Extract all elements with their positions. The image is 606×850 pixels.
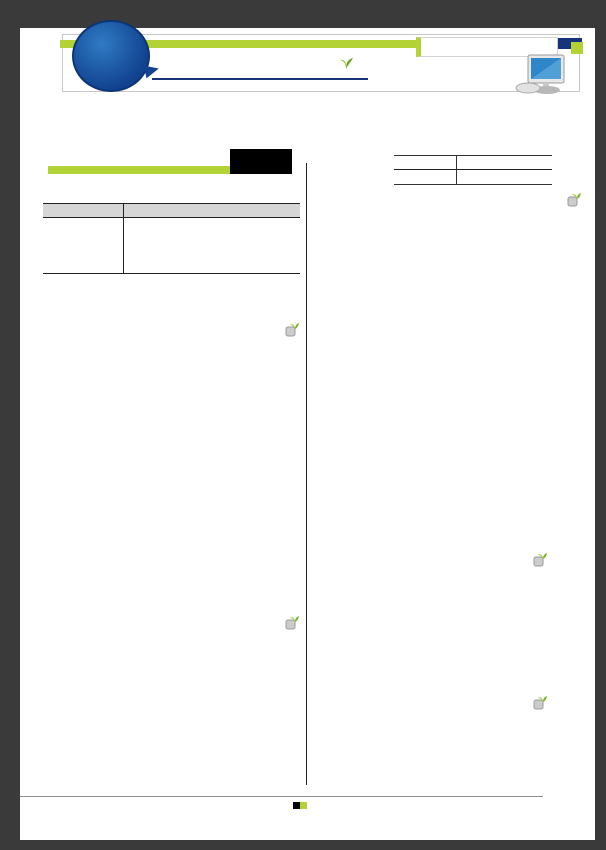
- footer-divider: [20, 796, 543, 797]
- problem-02: [48, 604, 300, 636]
- worksheet-page: [20, 28, 595, 840]
- stem-leaf-header: [43, 204, 300, 218]
- badge-grade: [74, 22, 148, 30]
- stem-leaf-table: [43, 203, 300, 274]
- column-divider: [306, 163, 307, 785]
- problem-03: [316, 150, 582, 213]
- footer-logo-square-green: [300, 802, 307, 809]
- frequency-table-total: [394, 170, 552, 184]
- problem-03-topic-tag: [338, 193, 582, 213]
- problem-05: [316, 688, 582, 716]
- mathmap-character-icon: [533, 696, 548, 716]
- step-chip: [230, 149, 292, 166]
- problem-04-topic-tag: [338, 553, 582, 573]
- table-divider: [456, 170, 457, 184]
- sprout-icon: [338, 55, 354, 74]
- level-heading: [152, 51, 368, 80]
- problem-01: [48, 191, 300, 343]
- mathmap-character-icon: [567, 193, 582, 213]
- frequency-table: [394, 155, 552, 185]
- stem-leaf-divider: [123, 203, 124, 273]
- step-header: [48, 149, 292, 175]
- training-badge: [72, 20, 150, 92]
- mathmap-character-icon: [285, 323, 300, 343]
- mathmap-character-icon: [533, 553, 548, 573]
- problem-02-topic-tag: [70, 616, 300, 636]
- footer-logo-square-black: [293, 802, 300, 809]
- step-green-bar: [48, 166, 230, 174]
- table-divider: [456, 156, 457, 169]
- problem-05-topic-tag: [338, 696, 582, 716]
- footer-brand: [20, 801, 583, 810]
- stem-leaf-body: [43, 218, 300, 273]
- step-black-bar: [230, 166, 292, 174]
- computer-icon: [514, 54, 570, 100]
- problem-04: [316, 545, 582, 573]
- header-green-chip: [571, 42, 583, 54]
- frequency-table-header: [394, 156, 552, 170]
- mathmap-character-icon: [285, 616, 300, 636]
- problem-01-topic-tag: [70, 323, 300, 343]
